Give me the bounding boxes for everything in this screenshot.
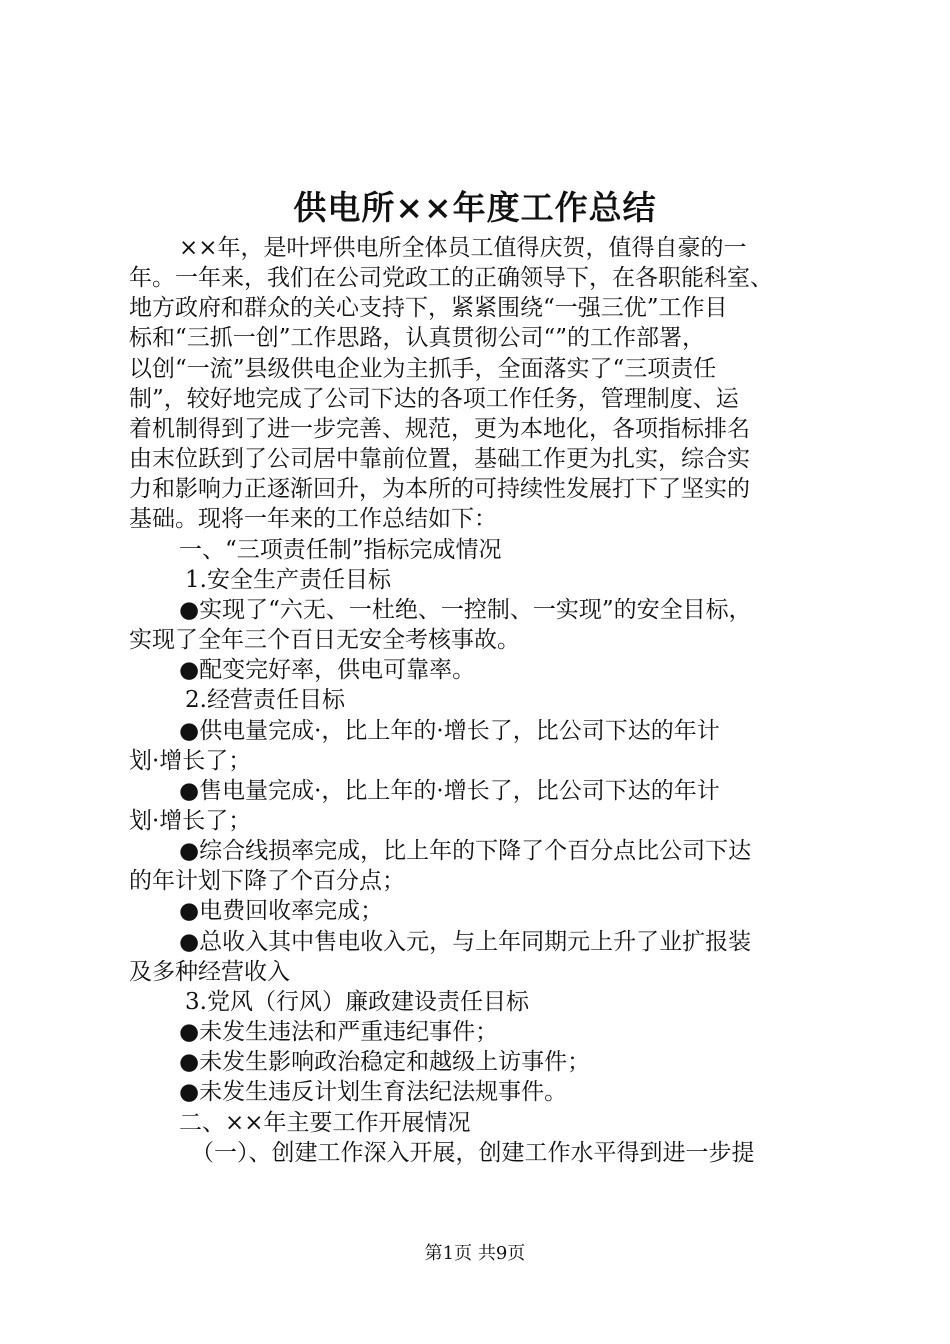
body-line: （一）、创建工作深入开展，创建工作水平得到进一步提 <box>191 1139 755 1166</box>
body-line: ●电费回收率完成； <box>179 898 384 925</box>
body-line: 实现了全年三个百日无安全考核事故。 <box>129 627 520 654</box>
body-line: 划·增长了； <box>129 747 252 774</box>
body-line: ●未发生违法和严重违纪事件； <box>179 1019 499 1046</box>
body-line: ●综合线损率完成，比上年的下降了个百分点比公司下达 <box>179 838 752 865</box>
body-line: 年。一年来，我们在公司党政工的正确领导下，在各职能科室、 <box>129 265 773 292</box>
body-line: 制”，较好地完成了公司下达的各项工作任务，管理制度、运 <box>129 385 739 412</box>
document-body <box>129 233 839 1168</box>
body-line: ●未发生违反计划生育法纪法规事件。 <box>179 1079 568 1106</box>
body-line: ××年，是叶坪供电所全体员工值得庆贺，值得自豪的一 <box>179 235 747 261</box>
body-line: 以创“一流”县级供电企业为主抓手，全面落实了“三项责任 <box>129 355 717 382</box>
body-line: 基础。现将一年来的工作总结如下： <box>129 506 497 533</box>
body-line: 由末位跃到了公司居中靠前位置，基础工作更为扎实，综合实 <box>129 446 750 473</box>
body-line: ●配变完好率，供电可靠率。 <box>179 657 476 684</box>
body-line: 着机制得到了进一步完善、规范，更为本地化，各项指标排名 <box>129 415 750 442</box>
body-line: 3.党风（行风）廉政建设责任目标 <box>185 988 529 1015</box>
page-footer: 第1页 共9页 <box>424 1243 526 1264</box>
body-line: 二、××年主要工作开展情况 <box>179 1109 471 1136</box>
body-line: ●总收入其中售电收入元，与上年同期元上升了业扩报装 <box>179 928 752 955</box>
document-title: 供电所××年度工作总结 <box>293 188 657 227</box>
body-line: ●未发生影响政治稳定和越级上访事件； <box>179 1049 591 1076</box>
body-line: 地方政府和群众的关心支持下，紧紧围绕“一强三优”工作目 <box>129 295 728 322</box>
body-line: 一、“三项责任制”指标完成情况 <box>179 536 502 563</box>
body-line: 力和影响力正逐渐回升，为本所的可持续性发展打下了坚实的 <box>129 476 750 503</box>
body-line: ●供电量完成·，比上年的·增长了，比公司下达的年计 <box>179 717 720 744</box>
body-line: 及多种经营收入 <box>129 958 290 985</box>
body-line: 2.经营责任目标 <box>185 687 345 714</box>
body-line: 标和“三抓一创”工作思路，认真贯彻公司“”的工作部署， <box>129 325 706 352</box>
body-line: ●售电量完成·，比上年的·增长了，比公司下达的年计 <box>179 777 720 804</box>
body-line: ●实现了“六无、一杜绝、一控制、一实现”的安全目标， <box>179 596 752 623</box>
body-line: 的年计划下降了个百分点； <box>129 868 405 895</box>
body-line: 划·增长了； <box>129 807 252 834</box>
body-line: 1.安全生产责任目标 <box>185 566 391 593</box>
